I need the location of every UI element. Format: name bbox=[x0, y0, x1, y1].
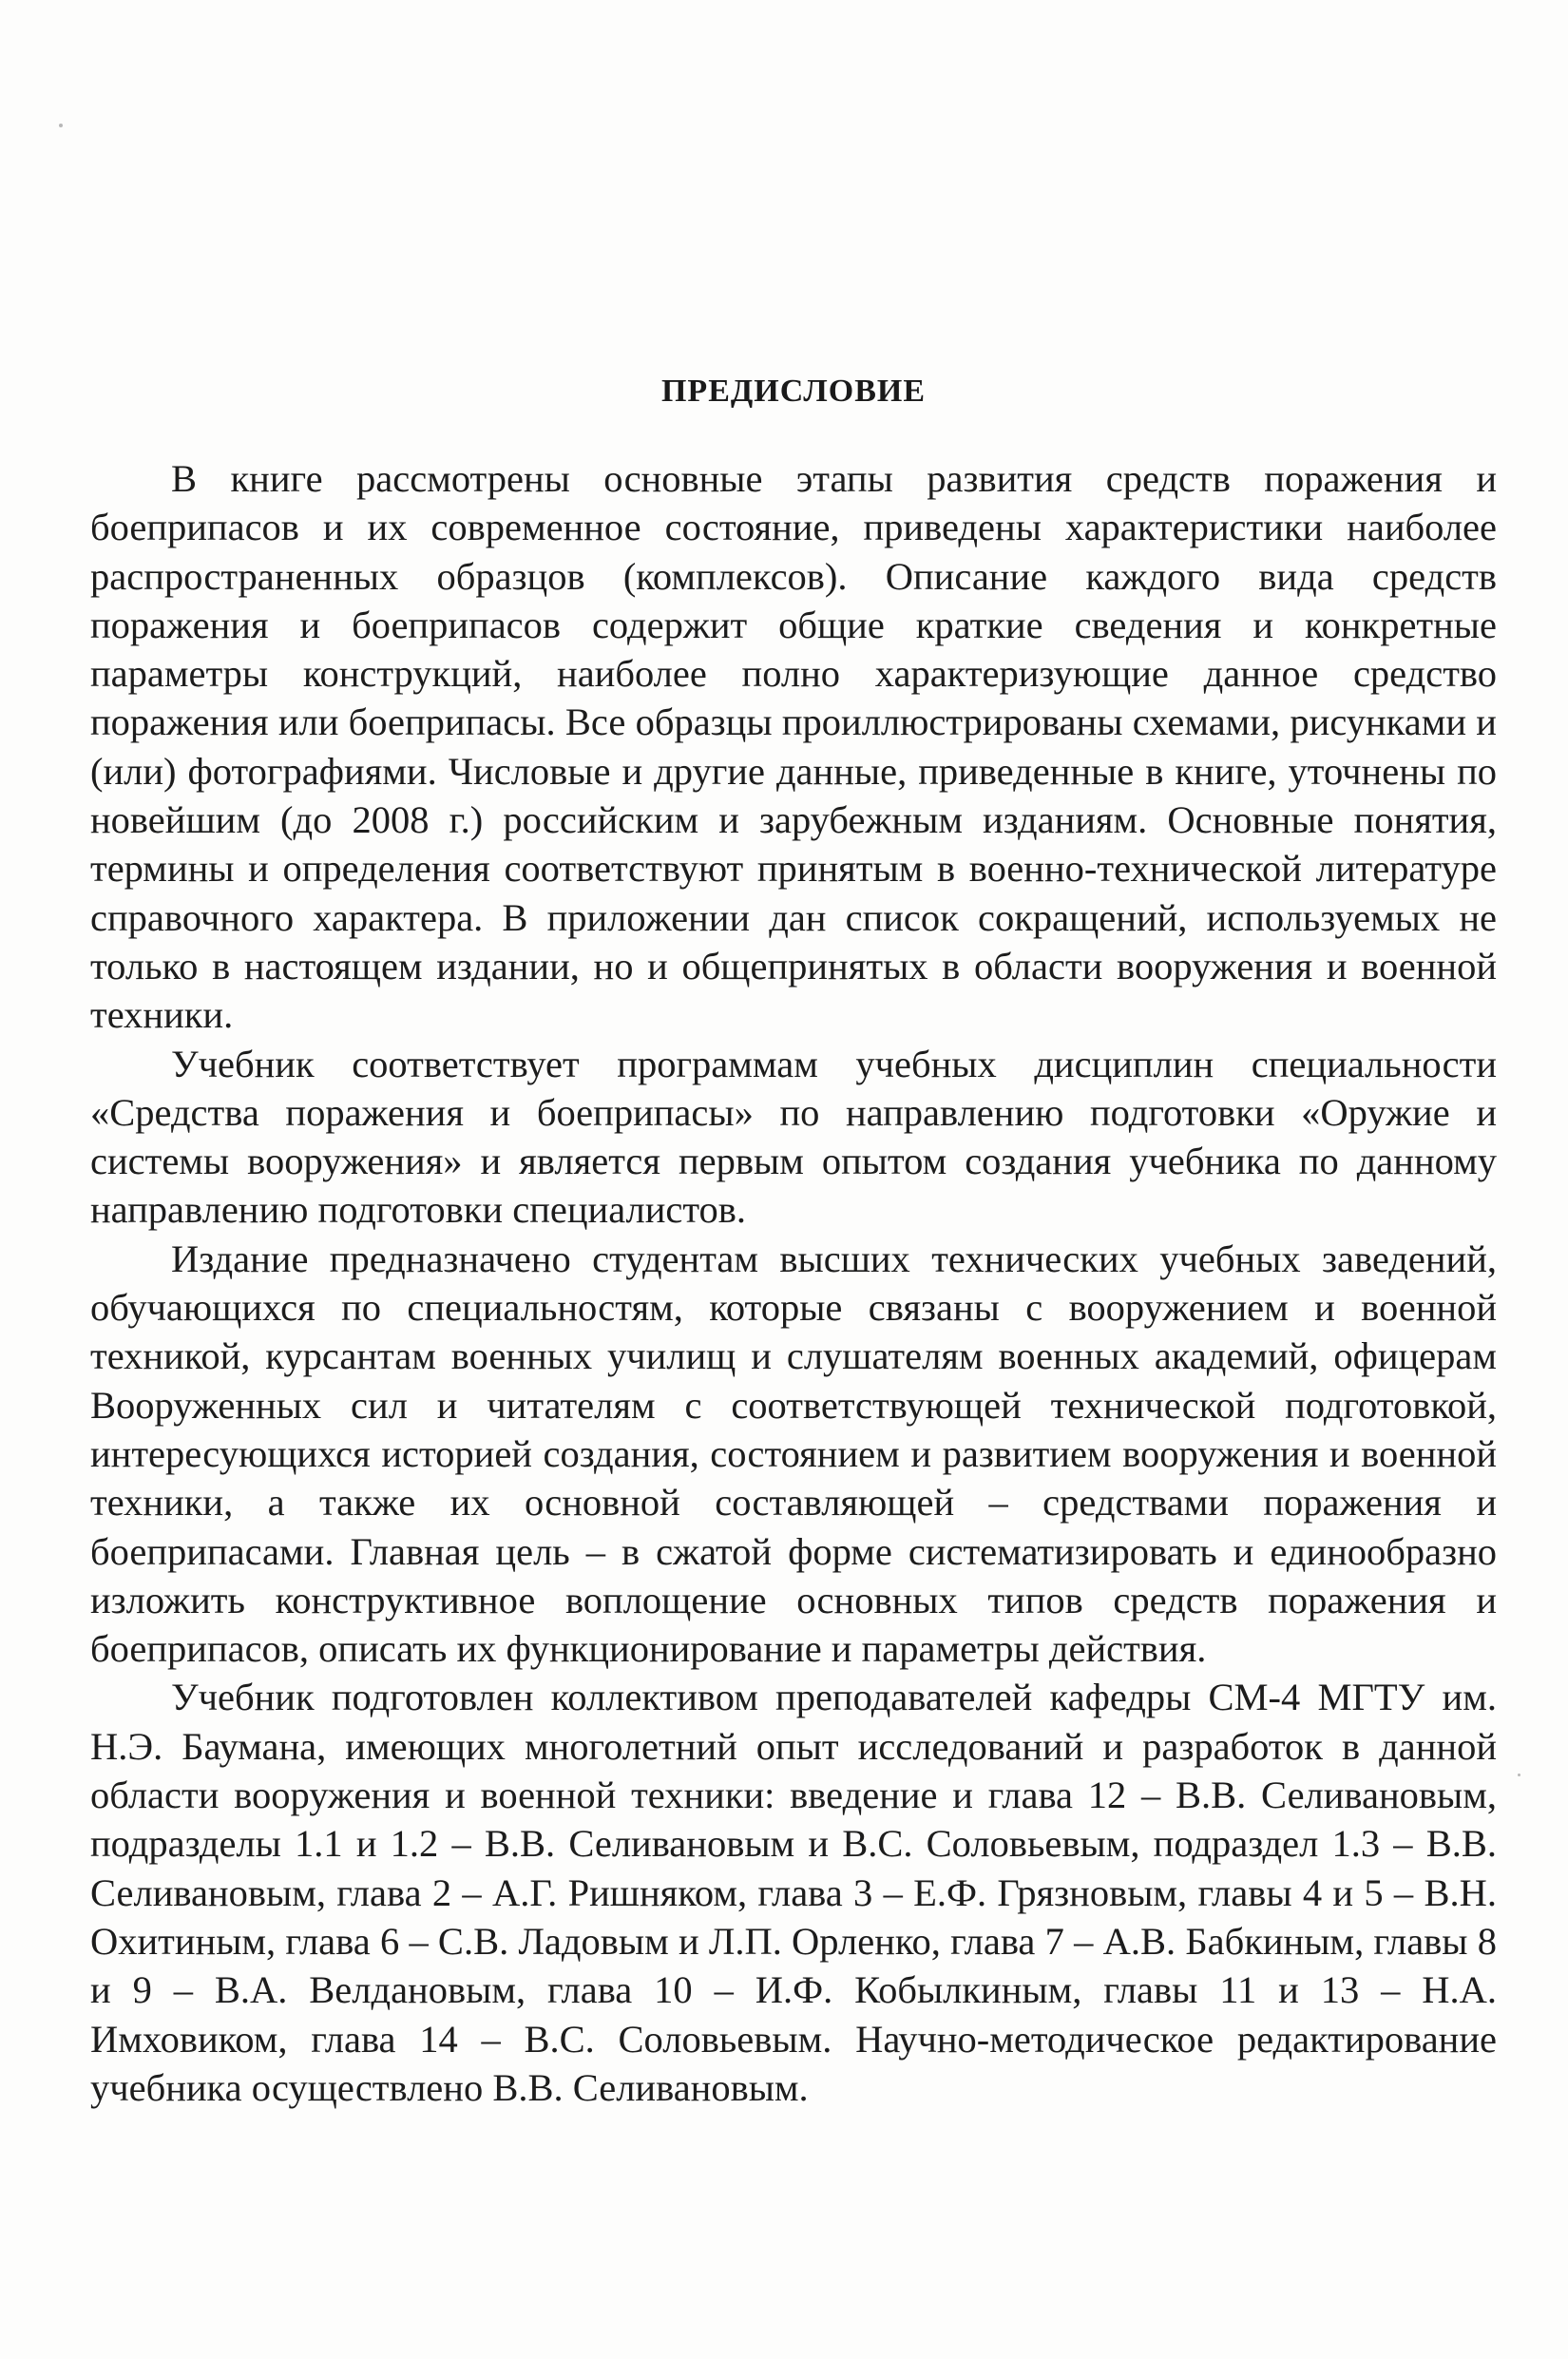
paragraph: Учебник соответствует программам учебных дисциплин специальности «Средства поражения и боеприпасы» по направлению подготовки «Оружие и системы вооружения» и является первым опытом создания учебника по данному направлению подготовки специалистов. bbox=[90, 1042, 1497, 1232]
page-title: ПРЕДИСЛОВИЕ bbox=[660, 374, 927, 409]
scan-speck bbox=[59, 124, 63, 127]
scan-speck bbox=[1518, 1774, 1520, 1776]
paragraph: В книге рассмотрены основные этапы развития средств поражения и боеприпасов и их современное состояние, приведены характеристики наиболее распространенных образцов (комплексов). Описание каждого вида средств поражения и боеприпасов содержит общие краткие сведения и конкретные параметры конструкций, наиболее полно характеризующие данное средство поражения или боеприпасы. Все образцы проиллюстрированы схемами, рисунками и (или) фотографиями. Числовые и другие данные, приведенные в книге, уточнены по новейшим (до 2008 г.) российским и зарубежным изданиям. Основные понятия, термины и определения соответствуют принятым в военно-технической литературе справочного характера. В приложении дан список сокращений, используемых не только в настоящем издании, но и общепринятых в области вооружения и военной техники. bbox=[90, 457, 1497, 1037]
document-body bbox=[90, 454, 1497, 2112]
paragraph: Издание предназначено студентам высших технических учебных заведений, обучающихся по специальностям, которые связаны с вооружением и военной техникой, курсантам военных училищ и слушателям военных академий, офицерам Вооруженных сил и читателям с соответствующей технической подготовкой, интересующихся историей создания, состоянием и развитием вооружения и военной техники, а также их основной составляющей – средствами поражения и боеприпасами. Главная цель – в сжатой форме систематизировать и единообразно изложить конструктивное воплощение основных типов средств поражения и боеприпасов, описать их функционирование и параметры действия. bbox=[90, 1237, 1497, 1671]
paragraph: Учебник подготовлен коллективом преподавателей кафедры СМ-4 МГТУ им. Н.Э. Баумана, имеющих многолетний опыт исследований и разработок в данной области вооружения и военной техники: введение и глава 12 – В.В. Селивановым, подразделы 1.1 и 1.2 – В.В. Селивановым и В.С. Соловьевым, подраздел 1.3 – В.В. Селивановым, глава 2 – А.Г. Ришняком, глава 3 – Е.Ф. Грязновым, главы 4 и 5 – В.Н. Охитиным, глава 6 – С.В. Ладовым и Л.П. Орленко, глава 7 – А.В. Бабкиным, главы 8 и 9 – В.А. Велдановым, глава 10 – И.Ф. Кобылкиным, главы 11 и 13 – Н.А. Имховиком, глава 14 – В.С. Соловьевым. Научно-методическое редактирование учебника осуществлено В.В. Селивановым. bbox=[90, 1676, 1497, 2109]
